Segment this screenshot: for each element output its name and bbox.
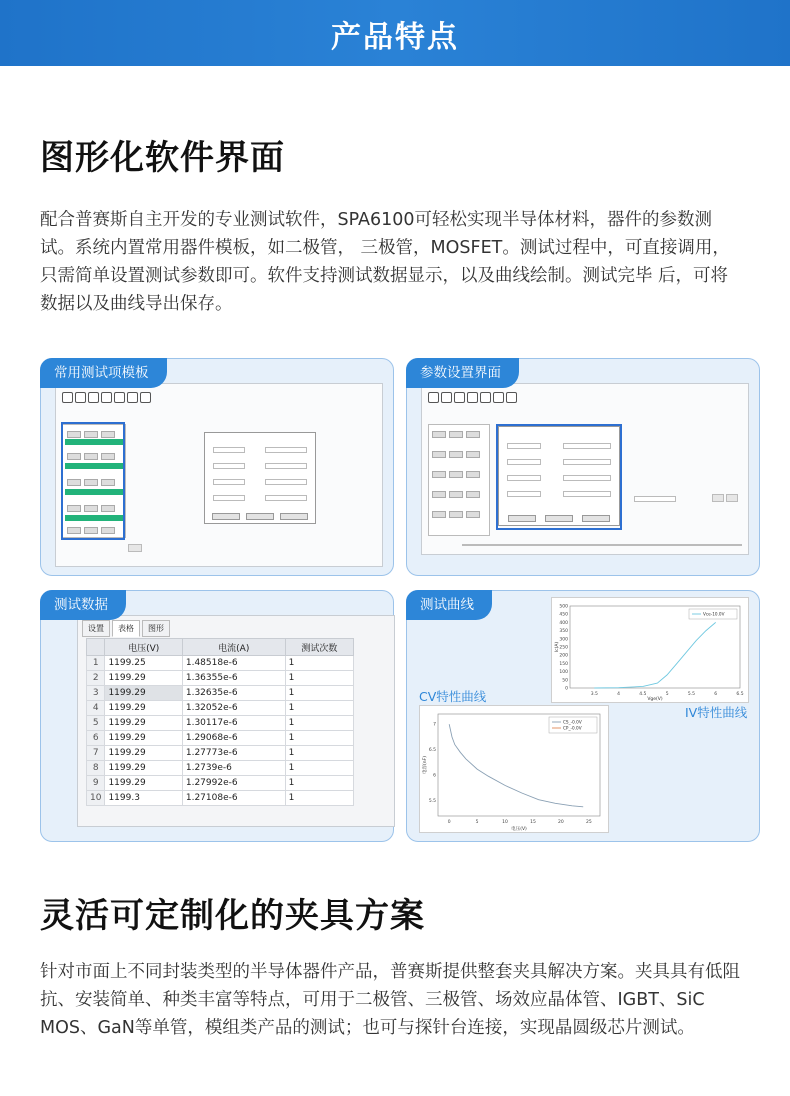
current-cell: 1.29068e-6 [182, 731, 285, 746]
count-cell: 1 [285, 686, 353, 701]
table-row[interactable] [87, 701, 354, 716]
toolbar [62, 392, 151, 403]
row-index: 6 [87, 731, 105, 746]
row-index: 3 [87, 686, 105, 701]
legend-label: CP_-0.0V [563, 725, 582, 731]
table-row[interactable] [87, 731, 354, 746]
section-heading-fixtures: 灵活可定制化的夹具方案 [40, 896, 425, 936]
screenshot-data-table [77, 615, 395, 827]
current-cell: 1.27773e-6 [182, 746, 285, 761]
legend-label: Vce-10.0V [703, 611, 725, 617]
template-list-panel [428, 424, 490, 536]
card-tag-params: 参数设置界面 [406, 358, 519, 388]
count-cell: 1 [285, 656, 353, 671]
y-tick-label: 200 [559, 653, 568, 659]
y-axis-label: Ic(A) [555, 641, 560, 653]
row-index: 1 [87, 656, 105, 671]
x-tick-label: 20 [558, 820, 564, 825]
table-row[interactable] [87, 716, 354, 731]
card-parameter-settings [406, 358, 760, 576]
legend-label: CS_-0.0V [563, 719, 582, 725]
current-cell: 1.32052e-6 [182, 701, 285, 716]
banner-title: 产品特点 [331, 20, 459, 55]
x-tick-label: 6.5 [736, 692, 744, 697]
y-tick-label: 6 [433, 773, 436, 779]
y-tick-label: 450 [559, 612, 568, 618]
voltage-cell: 1199.29 [105, 701, 182, 716]
voltage-cell: 1199.3 [105, 791, 182, 806]
iv-chart [551, 597, 749, 703]
voltage-cell: 1199.29 [105, 686, 182, 701]
y-tick-label: 6.5 [428, 748, 436, 754]
table-row[interactable] [87, 761, 354, 776]
y-tick-label: 350 [559, 629, 568, 635]
tab-graph[interactable]: 图形 [142, 620, 170, 637]
count-cell: 1 [285, 671, 353, 686]
row-index: 9 [87, 776, 105, 791]
y-tick-label: 150 [559, 661, 568, 667]
y-tick-label: 300 [559, 637, 568, 643]
table-row[interactable] [87, 656, 354, 671]
run-button[interactable] [128, 544, 142, 552]
row-index: 7 [87, 746, 105, 761]
x-tick-label: 0 [447, 820, 451, 825]
header-banner [0, 0, 790, 66]
voltage-cell: 1199.25 [105, 656, 182, 671]
y-tick-label: 0 [565, 686, 568, 692]
parameter-selection-box [496, 424, 622, 530]
cv-curve-label: CV特性曲线 [419, 689, 487, 704]
table-row[interactable] [87, 671, 354, 686]
screenshot-templates [55, 383, 383, 567]
tab-settings[interactable]: 设置 [82, 620, 110, 637]
x-tick-label: 3.5 [590, 692, 598, 697]
row-index: 4 [87, 701, 105, 716]
row-index: 10 [87, 791, 105, 806]
y-tick-label: 100 [559, 670, 568, 676]
y-tick-label: 7 [433, 722, 436, 728]
x-axis-label: Vge(V) [647, 697, 663, 702]
section-paragraph-fixtures: 针对市面上不同封装类型的半导体器件产品，普赛斯提供整套夹具解决方案。夹具具有低阻抗、安装简单、种类丰富等特点，可用于二极管、三极管、场效应晶体管、IGBT、SiC MOS、GaN等单管，模组类产品的测试；也可与探针台连接，实现晶圆级芯片测试。 [40, 962, 740, 1038]
y-axis-label: 电容(nF) [423, 756, 428, 774]
table-row[interactable] [87, 791, 354, 806]
row-index: 2 [87, 671, 105, 686]
y-tick-label: 5.5 [428, 799, 436, 805]
count-cell: 1 [285, 776, 353, 791]
iv-chart-svg [552, 598, 748, 702]
x-tick-label: 4 [617, 692, 621, 697]
x-tick-label: 25 [585, 820, 592, 825]
tab-table[interactable]: 表格 [112, 620, 140, 637]
count-cell: 1 [285, 791, 353, 806]
template-dialog [204, 432, 316, 524]
voltage-cell: 1199.29 [105, 731, 182, 746]
x-tick-label: 6 [714, 692, 718, 697]
column-count: 测试次数 [285, 639, 353, 656]
table-row[interactable] [87, 686, 354, 701]
count-cell: 1 [285, 731, 353, 746]
current-cell: 1.27108e-6 [182, 791, 285, 806]
card-tag-templates: 常用测试项模板 [40, 358, 167, 388]
cv-chart-svg [420, 706, 608, 832]
toolbar [428, 392, 517, 403]
voltage-cell: 1199.29 [105, 761, 182, 776]
column-current: 电流(A) [182, 639, 285, 656]
x-tick-label: 4.5 [639, 692, 647, 697]
screenshot-parameters [421, 383, 749, 555]
parameter-field[interactable] [634, 496, 676, 502]
y-tick-label: 500 [559, 604, 568, 610]
count-cell: 1 [285, 701, 353, 716]
voltage-cell: 1199.29 [105, 746, 182, 761]
table-row[interactable] [87, 746, 354, 761]
x-tick-label: 10 [502, 820, 508, 825]
x-tick-label: 15 [530, 820, 536, 825]
data-tabs [82, 620, 170, 637]
small-button[interactable] [712, 494, 724, 502]
row-index: 5 [87, 716, 105, 731]
card-test-data [40, 590, 394, 842]
count-cell: 1 [285, 716, 353, 731]
data-table [86, 638, 354, 806]
small-button[interactable] [726, 494, 738, 502]
current-cell: 1.48518e-6 [182, 656, 285, 671]
card-tag-curves: 测试曲线 [406, 590, 492, 620]
card-tag-data: 测试数据 [40, 590, 126, 620]
x-tick-label: 5 [475, 820, 479, 825]
template-selection-box [61, 422, 125, 540]
voltage-cell: 1199.29 [105, 776, 182, 791]
row-index: 8 [87, 761, 105, 776]
y-tick-label: 50 [562, 678, 568, 684]
voltage-cell: 1199.29 [105, 716, 182, 731]
section-paragraph-software: 配合普赛斯自主开发的专业测试软件，SPA6100可轻松实现半导体材料，器件的参数测试。系统内置常用器件模板，如二极管， 三极管，MOSFET。测试过程中，可直接调用，只需简单设置测试参数即可。软件支持测试数据显示，以及曲线绘制。测试完毕 后，可将数据以及曲线导出保存。 [40, 210, 730, 314]
current-cell: 1.27992e-6 [182, 776, 285, 791]
x-axis-label: 电压(V) [511, 827, 527, 832]
voltage-cell: 1199.29 [105, 671, 182, 686]
y-tick-label: 250 [559, 645, 568, 651]
x-tick-label: 5 [665, 692, 669, 697]
current-cell: 1.2739e-6 [182, 761, 285, 776]
current-cell: 1.30117e-6 [182, 716, 285, 731]
table-row[interactable] [87, 776, 354, 791]
scrollbar[interactable] [462, 544, 742, 546]
count-cell: 1 [285, 761, 353, 776]
card-test-curves [406, 590, 760, 842]
iv-curve-label: IV特性曲线 [685, 705, 748, 720]
column-voltage: 电压(V) [105, 639, 182, 656]
section-heading-software: 图形化软件界面 [40, 138, 285, 178]
cv-chart [419, 705, 609, 833]
x-tick-label: 5.5 [687, 692, 696, 697]
current-cell: 1.32635e-6 [182, 686, 285, 701]
card-test-templates [40, 358, 394, 576]
current-cell: 1.36355e-6 [182, 671, 285, 686]
count-cell: 1 [285, 746, 353, 761]
y-tick-label: 400 [559, 620, 568, 626]
